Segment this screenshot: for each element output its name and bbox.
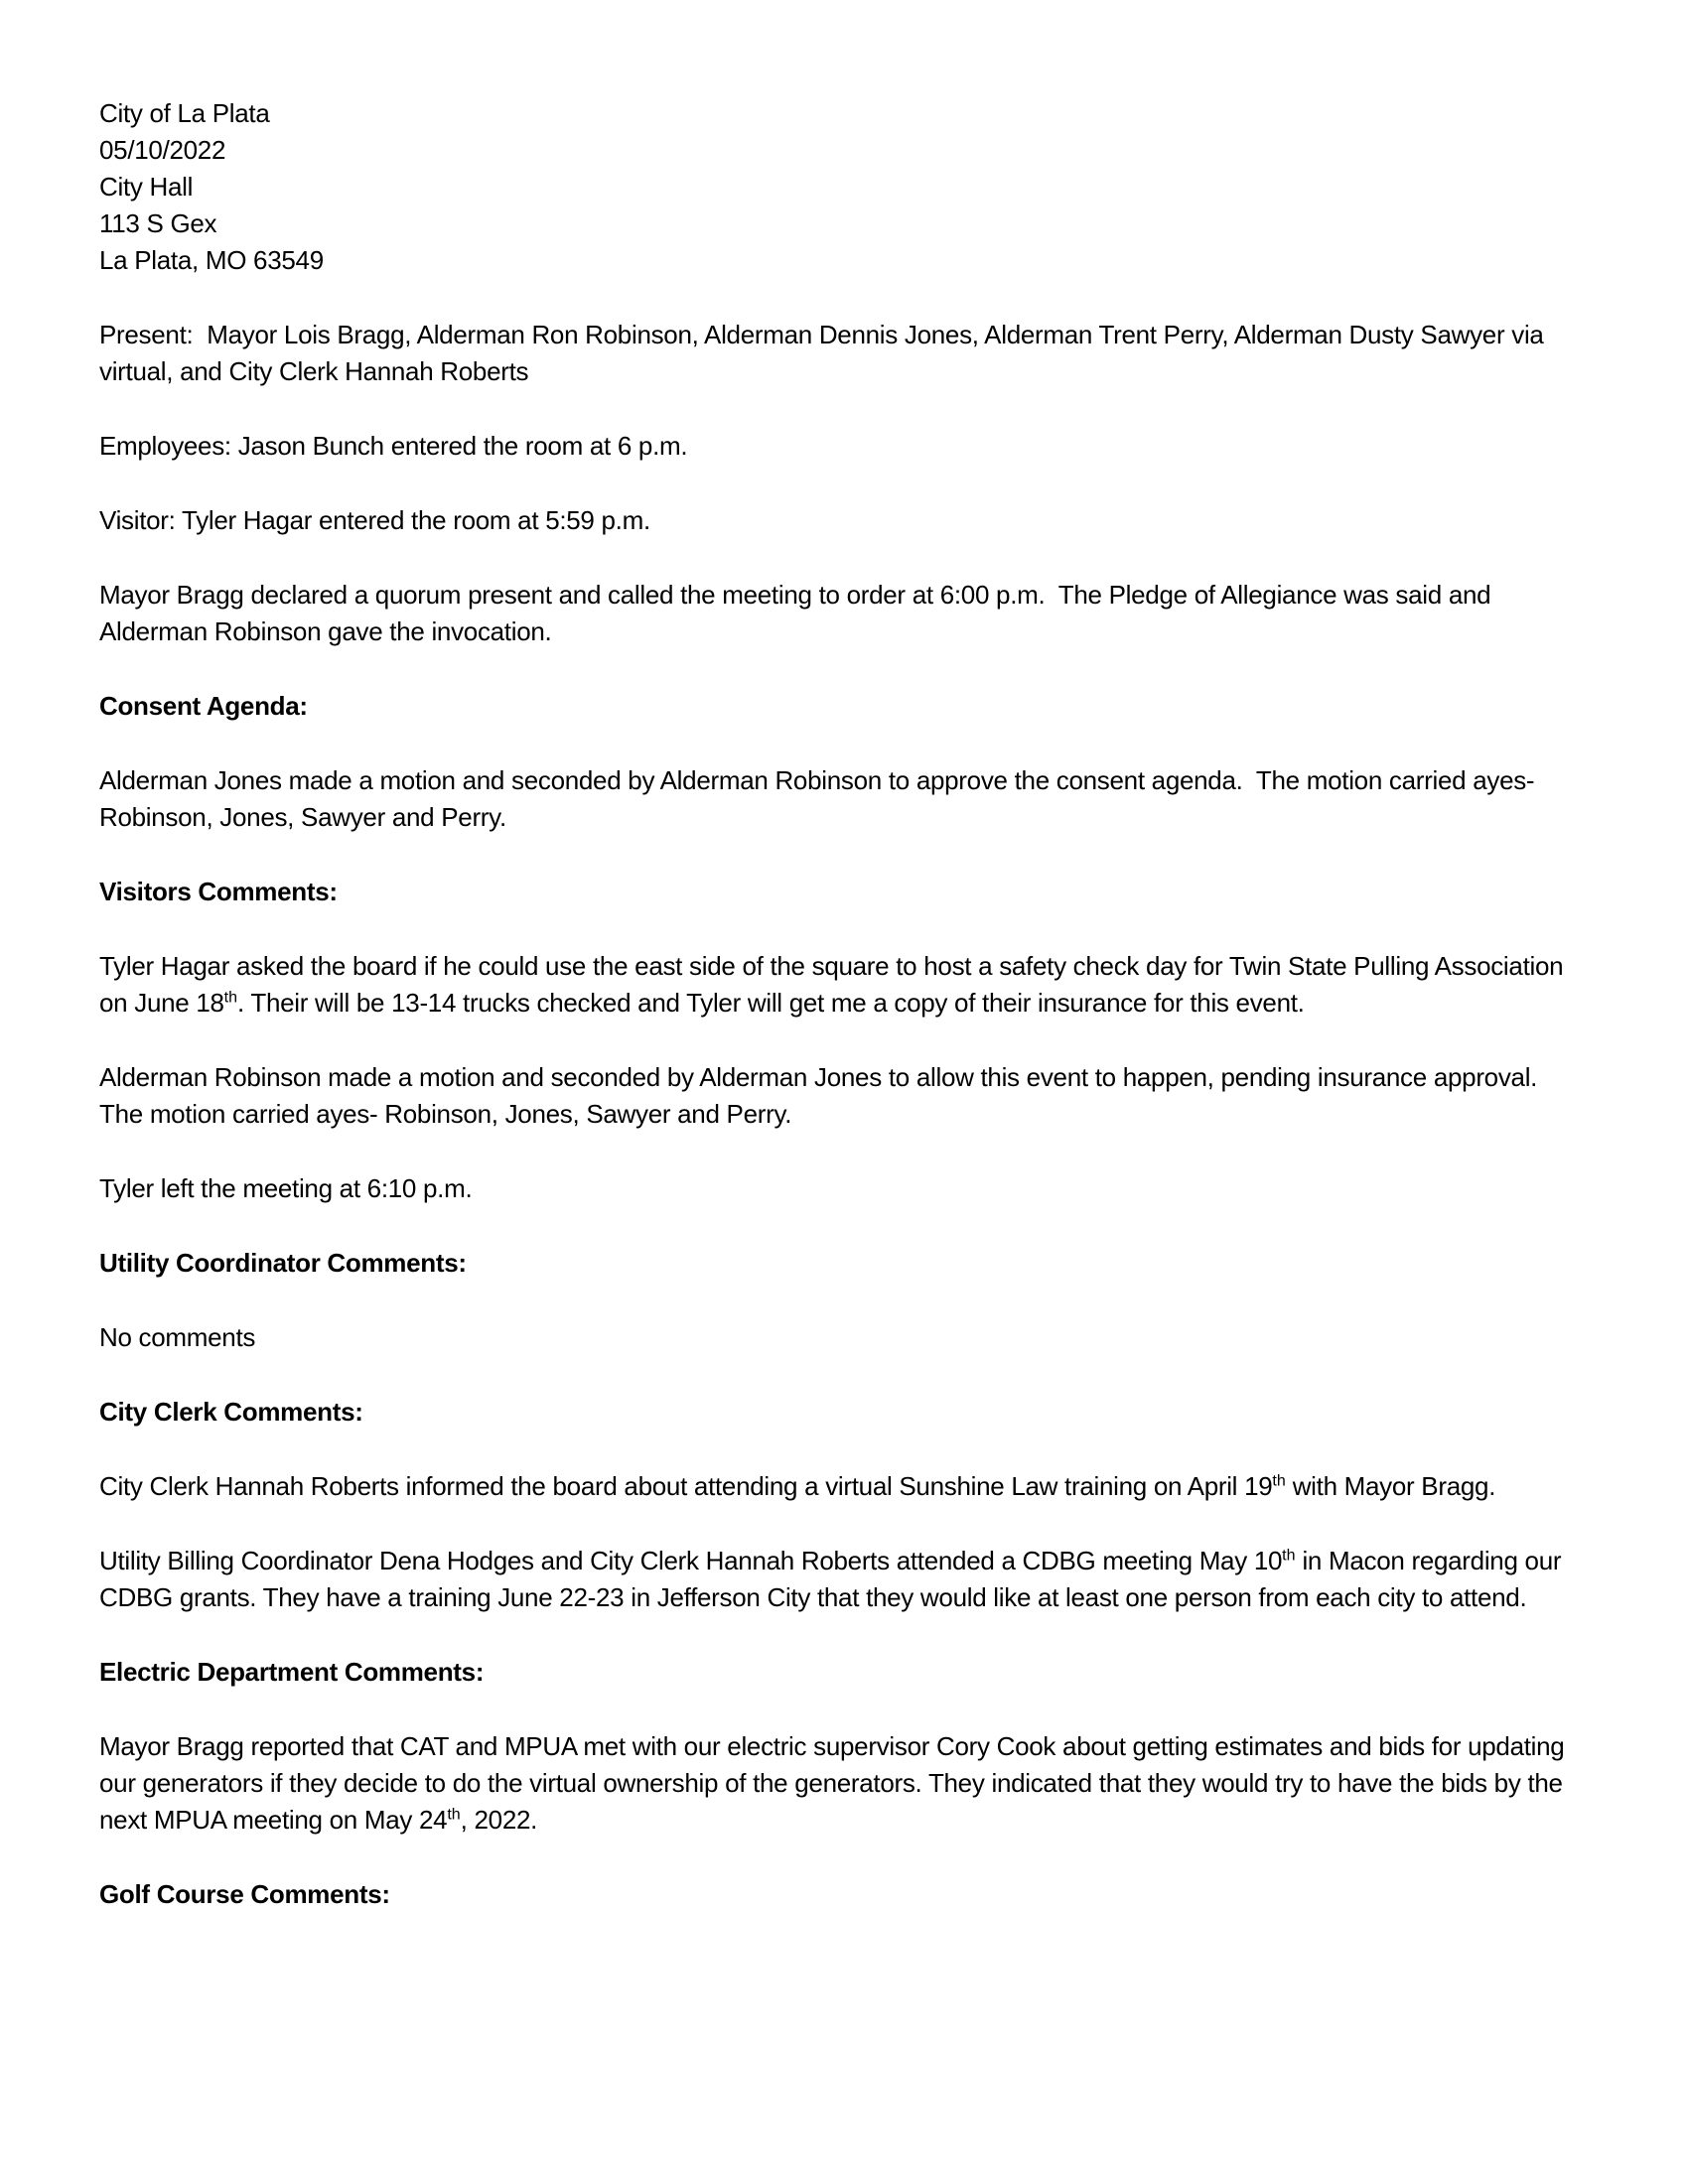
address-line: 113 S Gex xyxy=(99,208,217,238)
address-line: City Hall xyxy=(99,172,194,202)
text-segment: No comments xyxy=(99,1322,256,1352)
section-heading xyxy=(99,1394,1589,1431)
document-body xyxy=(99,95,1589,1951)
text-segment: Alderman Jones made a motion and seconded by Alderman Robinson to approve the consent agenda. The motion carried ayes- Robinson, Jones, Sawyer and Perry. xyxy=(99,765,1542,832)
text-segment: Utility Coordinator Comments: xyxy=(99,1248,467,1278)
text-segment: City Clerk Comments: xyxy=(99,1397,363,1427)
text-segment: Visitor: Tyler Hagar entered the room at 5:59 p.m. xyxy=(99,505,650,535)
document-paragraph xyxy=(99,762,1589,836)
section-heading xyxy=(99,1654,1589,1691)
document-paragraph xyxy=(99,1468,1589,1505)
text-segment: City Clerk Hannah Roberts informed the board about attending a virtual Sunshine Law training on April 19 xyxy=(99,1471,1273,1501)
text-segment: Golf Course Comments: xyxy=(99,1879,390,1909)
text-segment: Utility Billing Coordinator Dena Hodges and City Clerk Hannah Roberts attended a CDBG meeting May 10 xyxy=(99,1546,1283,1575)
text-segment: Visitors Comments: xyxy=(99,877,338,906)
address-line: La Plata, MO 63549 xyxy=(99,245,324,275)
text-segment: Mayor Bragg declared a quorum present and called the meeting to order at 6:00 p.m. The Pledge of Allegiance was said and Alderman Robinson gave the invocation. xyxy=(99,580,1496,646)
document-paragraph xyxy=(99,1319,1589,1356)
document-paragraph xyxy=(99,1170,1589,1207)
superscript-ordinal: th xyxy=(1282,1547,1296,1565)
text-segment: , 2022. xyxy=(460,1805,538,1835)
superscript-ordinal: th xyxy=(223,989,238,1007)
superscript-ordinal: th xyxy=(1272,1472,1286,1490)
text-segment: Mayor Bragg reported that CAT and MPUA met with our electric supervisor Cory Cook about getting estimates and bids for updating our generators if they decide to do the virtual ownership of the generators. They indicated that they would try to have the bids by the next MPUA meeting on May 24 xyxy=(99,1731,1572,1835)
text-segment: with Mayor Bragg. xyxy=(1285,1471,1496,1501)
document-paragraph xyxy=(99,317,1589,390)
text-segment: Alderman Robinson made a motion and seconded by Alderman Jones to allow this event to happen, pending insurance approval. The motion carried ayes- Robinson, Jones, Sawyer and Perry. xyxy=(99,1062,1551,1129)
address-line: City of La Plata xyxy=(99,98,270,128)
section-heading xyxy=(99,1876,1589,1913)
address-line: 05/10/2022 xyxy=(99,135,226,165)
text-segment: Electric Department Comments: xyxy=(99,1657,485,1687)
document-paragraph xyxy=(99,577,1589,650)
text-segment: Tyler Hagar asked the board if he could use the east side of the square to host a safety check day for Twin State Pulling Association on June 18 xyxy=(99,951,1571,1018)
address-block xyxy=(99,95,1589,279)
text-segment: in Macon regarding our CDBG grants. They have a training June 22-23 in Jefferson City that they would like at least one person from each city to attend. xyxy=(99,1546,1569,1612)
document-paragraph xyxy=(99,428,1589,465)
document-paragraph xyxy=(99,1728,1589,1839)
document-paragraph xyxy=(99,502,1589,539)
text-segment: Employees: Jason Bunch entered the room at 6 p.m. xyxy=(99,431,688,461)
text-segment: Consent Agenda: xyxy=(99,691,308,721)
section-heading xyxy=(99,874,1589,910)
document-paragraph xyxy=(99,1059,1589,1133)
superscript-ordinal: th xyxy=(447,1806,461,1824)
document-paragraph xyxy=(99,948,1589,1022)
text-segment: . Their will be 13-14 trucks checked and Tyler will get me a copy of their insurance for this event. xyxy=(237,988,1305,1018)
document-paragraph xyxy=(99,1543,1589,1616)
text-segment: Present: Mayor Lois Bragg, Alderman Ron Robinson, Alderman Dennis Jones, Alderman Trent Perry, Alderman Dusty Sawyer via virtual, and City Clerk Hannah Roberts xyxy=(99,320,1551,386)
text-segment: Tyler left the meeting at 6:10 p.m. xyxy=(99,1173,473,1203)
section-heading xyxy=(99,688,1589,725)
section-heading xyxy=(99,1245,1589,1282)
